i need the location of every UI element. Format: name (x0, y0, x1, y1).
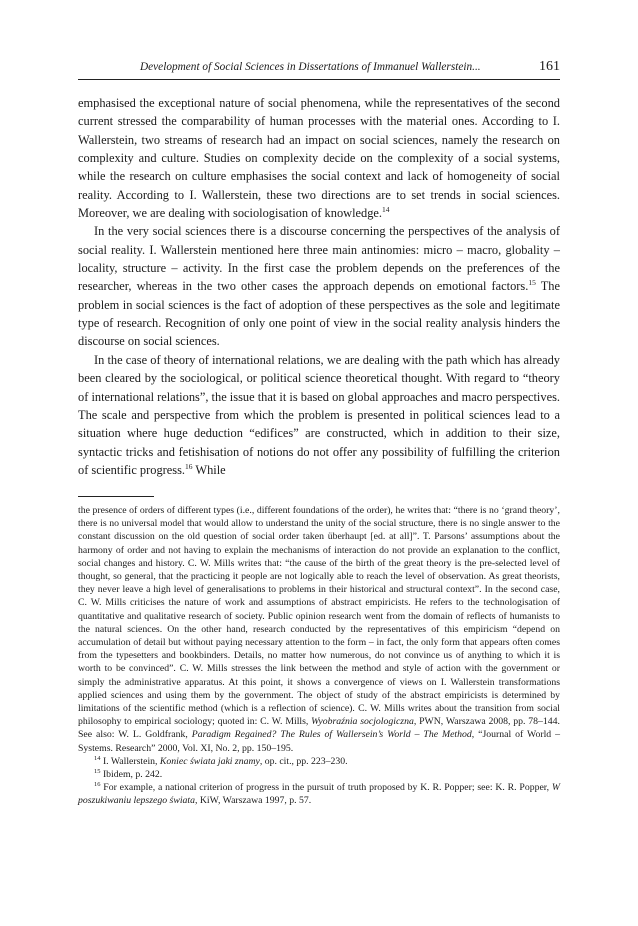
footnote-16-title: W poszukiwaniu lepszego świata (78, 782, 560, 807)
footnote-ref-14: 14 (382, 204, 390, 214)
footnote-continued-text-c: , “Journal of World – Systems. Research” 2000, Vol. XI, No. 2, pp. 150–195. (78, 729, 560, 754)
footnote-ref-16: 16 (185, 461, 193, 471)
footnote-16-number: 16 (94, 781, 101, 789)
paragraph-3 (78, 351, 560, 479)
paragraph-2-text-a: In the very social sciences there is a discourse concerning the perspectives of the analysis of social reality. I. Wallerstein mentioned here three main antinomies: micro – macro, globality – locality, structure – activity. In the first case the problem depends on the preferences of the researcher, whereas in the two other cases the approach depends on emotional factors. (78, 224, 560, 294)
footnote-14-title: Koniec świata jaki znamy (159, 755, 260, 767)
footnotes (78, 504, 560, 808)
footnote-16 (78, 781, 560, 807)
footnote-continued (78, 504, 560, 755)
footnote-15 (78, 768, 560, 781)
paragraph-2 (78, 222, 560, 350)
footnote-15-number: 15 (94, 767, 101, 775)
paragraph-1 (78, 94, 560, 222)
running-head (78, 54, 560, 80)
footnote-16-text-a: For example, a national criterion of progress in the pursuit of truth proposed by K. R. Popper; see: K. R. Popper, (100, 782, 552, 794)
footnote-16-text-b: , KiW, Warszawa 1997, p. 57. (195, 795, 312, 807)
footnote-14-text-a: I. Wallerstein, (100, 755, 160, 767)
footnote-continued-text-a: the presence of orders of different types (i.e., different foundations of the order), he writes that: “there is no ‘grand theory’, there is no universal model that would allow to understand the unity of the social structure, there is no single answer to the constant discussion on the old question of social order taken überhaupt [ed. at all]”. T. Parsons’ assumptions about the harmony of order and not having to explain the mechanisms of interaction do not provide an explanation to the conflict, social changes and history. C. W. Mills writes that: “the cause of the birth of the great theory is the pre-selected level of thought, so general, that the practicing it people are not logically able to reach the level of observation. As great theorists, they never leave a high level of generalisations to problems in their historical and structural context”. In the second case, C. W. Mills criticises the nature of work and assumptions of abstract empiricists. He refers to the technologisation of quantitative and qualitative research of society. Public opinion research went from the domain of reflects of humanists to the natural sciences. On the other hand, research conducted by the representatives of this empiricism “depend on accumulation of detail but without paying necessary attention to the form – in fact, the only form that appears often comes from the typesetters and bookbinders. Details, no matter how numerous, do not convince us of anything to which it is worth to be convinced”. C. W. Mills stresses the link between the method and style of action with the government or simply the administrative apparatus. At this point, it shows a convergence of views on I. Wallerstein transformations applied sciences and using them by the government. The object of study of the abstract empiricists is determined by limitations of the scientific method (which is a reflection of science). C. W. Mills writes about the transition from social philosophy to empirical sociology; quoted in: C. W. Mills, (78, 505, 560, 728)
running-title: Development of Social Sciences in Dissertations of Immanuel Wallerstein... (140, 61, 481, 73)
footnote-15-text: Ibidem, p. 242. (100, 769, 163, 781)
footnote-14-number: 14 (94, 754, 101, 762)
page-number: 161 (539, 59, 560, 74)
footnote-continued-title-1: Wyobraźnia socjologiczna (311, 716, 414, 728)
footnote-continued-title-2: Paradigm Regained? The Rules of Wallersein’s World – The Method (191, 729, 472, 741)
header-rule (78, 79, 560, 80)
paragraph-3-text-a: In the case of theory of international relations, we are dealing with the path which has already been cleared by the sociological, or political science theoretical thought. With regard to “theory of international relations”, the issue that it is based on global approaches and macro perspectives. The scale and perspective from which the problem is presented in political sciences lead to a situation where huge deduction “edifices” are constructed, which in addition to their size, syntactic tricks and fetishisation of notions do not offer any possibility of fulfilling the criterion of scientific progress. (78, 352, 560, 477)
footnote-14 (78, 755, 560, 768)
footnote-continued-text-b: , PWN, Warszawa 2008, pp. 78–144. See also: W. L. Goldfrank, (78, 716, 560, 741)
paragraph-1-text: emphasised the exceptional nature of social phenomena, while the representatives of the second current stressed the comparability of human processes with the material ones. According to I. Wallerstein, two streams of research had an impact on social sciences, namely the research on complexity and culture. Studies on complexity decide on the complexity of a social systems, while the research on culture emphasises the social context and lack of homogeneity of social reality. According to I. Wallerstein, these two directions are to set trends in social sciences. Moreover, we are dealing with sociologisation of knowledge. (78, 96, 560, 221)
body-text (78, 94, 560, 479)
paragraph-2-text-b: The problem in social sciences is the fact of adoption of these perspectives as the sole and legitimate type of research. Recognition of only one point of view in the social reality analysis hinders the discourse on social sciences. (78, 279, 560, 349)
paragraph-3-text-b: While (192, 462, 226, 477)
footnote-rule (78, 496, 154, 497)
footnote-ref-15: 15 (528, 278, 536, 288)
footnote-14-text-b: , op. cit., pp. 223–230. (259, 755, 348, 767)
